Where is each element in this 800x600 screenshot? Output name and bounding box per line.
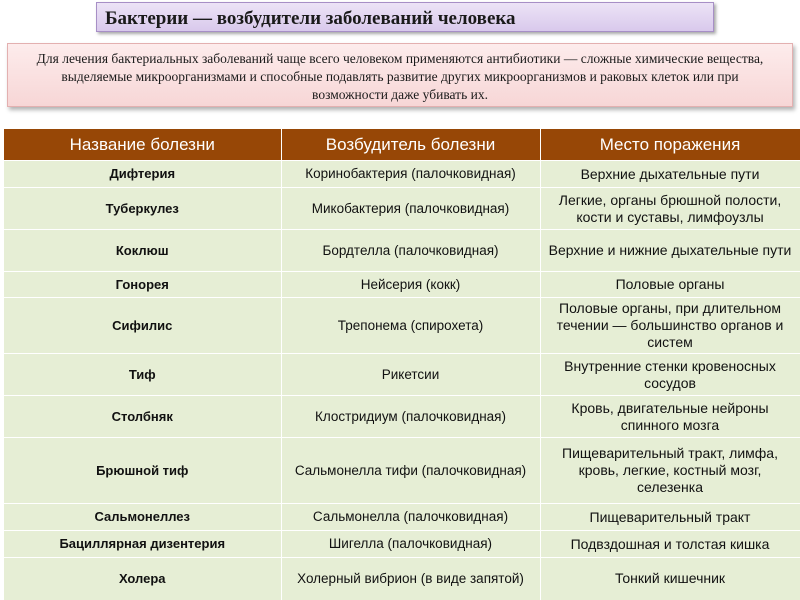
pathogen: Сальмонелла (палочковидная) <box>312 509 509 524</box>
disease-name: Коклюш <box>115 242 169 258</box>
diseases-table <box>4 129 800 600</box>
header-location: Место поражения <box>540 129 800 161</box>
disease-name: Столбняк <box>111 408 173 424</box>
header-pathogen: Возбудитель болезни <box>281 129 540 161</box>
pathogen: Клостридиум (палочковидная) <box>315 408 506 424</box>
disease-name-cell <box>4 558 281 600</box>
disease-name: Дифтерия <box>109 166 176 181</box>
pathogen-cell <box>281 438 540 504</box>
disease-name-cell <box>4 272 281 298</box>
disease-name-cell <box>4 298 281 354</box>
location: Половые органы <box>615 276 725 292</box>
disease-name: Сифилис <box>112 317 173 333</box>
disease-name-cell <box>4 354 281 396</box>
pathogen-cell <box>281 272 540 298</box>
pathogen: Коринобактерия (палочковидная) <box>305 166 516 181</box>
disease-name-cell <box>4 531 281 558</box>
header-disease-name: Название болезни <box>4 129 281 161</box>
disease-name: Брюшной тиф <box>96 462 189 478</box>
pathogen-cell <box>281 161 540 188</box>
location: Половые органы, при длительном течении — большинство органов и систем <box>556 300 784 350</box>
pathogen: Холерный вибрион (в виде запятой) <box>297 570 524 586</box>
location: Тонкий кишечник <box>614 570 726 587</box>
location: Подвздошная и толстая кишка <box>570 535 770 552</box>
disease-name-cell <box>4 504 281 531</box>
table-row <box>4 354 800 396</box>
pathogen: Сальмонелла тифи (палочковидная) <box>294 462 527 478</box>
pathogen-cell <box>281 504 540 531</box>
pathogen: Микобактерия (палочковидная) <box>311 200 510 216</box>
location-cell <box>540 354 800 396</box>
location: Внутренние стенки кровеносных сосудов <box>564 357 776 391</box>
table-row <box>4 272 800 298</box>
location: Пищеварительный тракт <box>589 508 751 525</box>
pathogen-cell <box>281 531 540 558</box>
location: Верхние дыхательные пути <box>580 165 760 182</box>
disease-name-cell <box>4 188 281 230</box>
pathogen-cell <box>281 298 540 354</box>
table-header-row <box>4 129 800 161</box>
table-row <box>4 188 800 230</box>
pathogen: Нейсерия (кокк) <box>360 276 461 292</box>
pathogen: Бордтелла (палочковидная) <box>322 242 499 258</box>
disease-name-cell <box>4 161 281 188</box>
location-cell <box>540 531 800 558</box>
pathogen: Рикетсии <box>381 366 440 382</box>
location-cell <box>540 230 800 272</box>
intro-text: Для лечения бактериальных заболеваний чаще всего человеком применяются антибиотики — сложные химические вещества, выделяемые микроорганизмами и способные подавлять развитие других микроорганизмов и раковых клеток или при возможности даже убивать их. <box>7 43 793 107</box>
table-row <box>4 396 800 438</box>
location-cell <box>540 188 800 230</box>
location-cell <box>540 438 800 504</box>
pathogen-cell <box>281 558 540 600</box>
table-row <box>4 438 800 504</box>
location: Кровь, двигательные нейроны спинного мозга <box>571 399 769 433</box>
table-row <box>4 504 800 531</box>
pathogen: Трепонема (спирохета) <box>337 317 484 333</box>
disease-name-cell <box>4 438 281 504</box>
disease-name-cell <box>4 230 281 272</box>
table-row <box>4 298 800 354</box>
table-row <box>4 230 800 272</box>
pathogen-cell <box>281 396 540 438</box>
table-row <box>4 161 800 188</box>
table-row <box>4 558 800 600</box>
slide-title: Бактерии — возбудители заболеваний человека <box>96 2 714 32</box>
pathogen-cell <box>281 230 540 272</box>
disease-name-cell <box>4 396 281 438</box>
pathogen: Шигелла (палочковидная) <box>328 536 493 551</box>
disease-name: Тиф <box>128 366 156 382</box>
disease-name: Гонорея <box>115 276 169 292</box>
location-cell <box>540 272 800 298</box>
location-cell <box>540 298 800 354</box>
location: Верхние и нижние дыхательные пути <box>548 242 792 258</box>
table-row <box>4 531 800 558</box>
disease-name: Туберкулез <box>105 200 179 216</box>
location-cell <box>540 161 800 188</box>
pathogen-cell <box>281 354 540 396</box>
location-cell <box>540 504 800 531</box>
pathogen-cell <box>281 188 540 230</box>
location-cell <box>540 558 800 600</box>
location-cell <box>540 396 800 438</box>
location: Пищеварительный тракт, лимфа, кровь, легкие, костный мозг, селезенка <box>562 445 778 495</box>
disease-name: Сальмонеллез <box>94 509 191 524</box>
disease-name: Бациллярная дизентерия <box>59 536 226 551</box>
location: Легкие, органы брюшной полости, кости и суставы, лимфоузлы <box>558 191 782 225</box>
disease-name: Холера <box>118 570 166 586</box>
